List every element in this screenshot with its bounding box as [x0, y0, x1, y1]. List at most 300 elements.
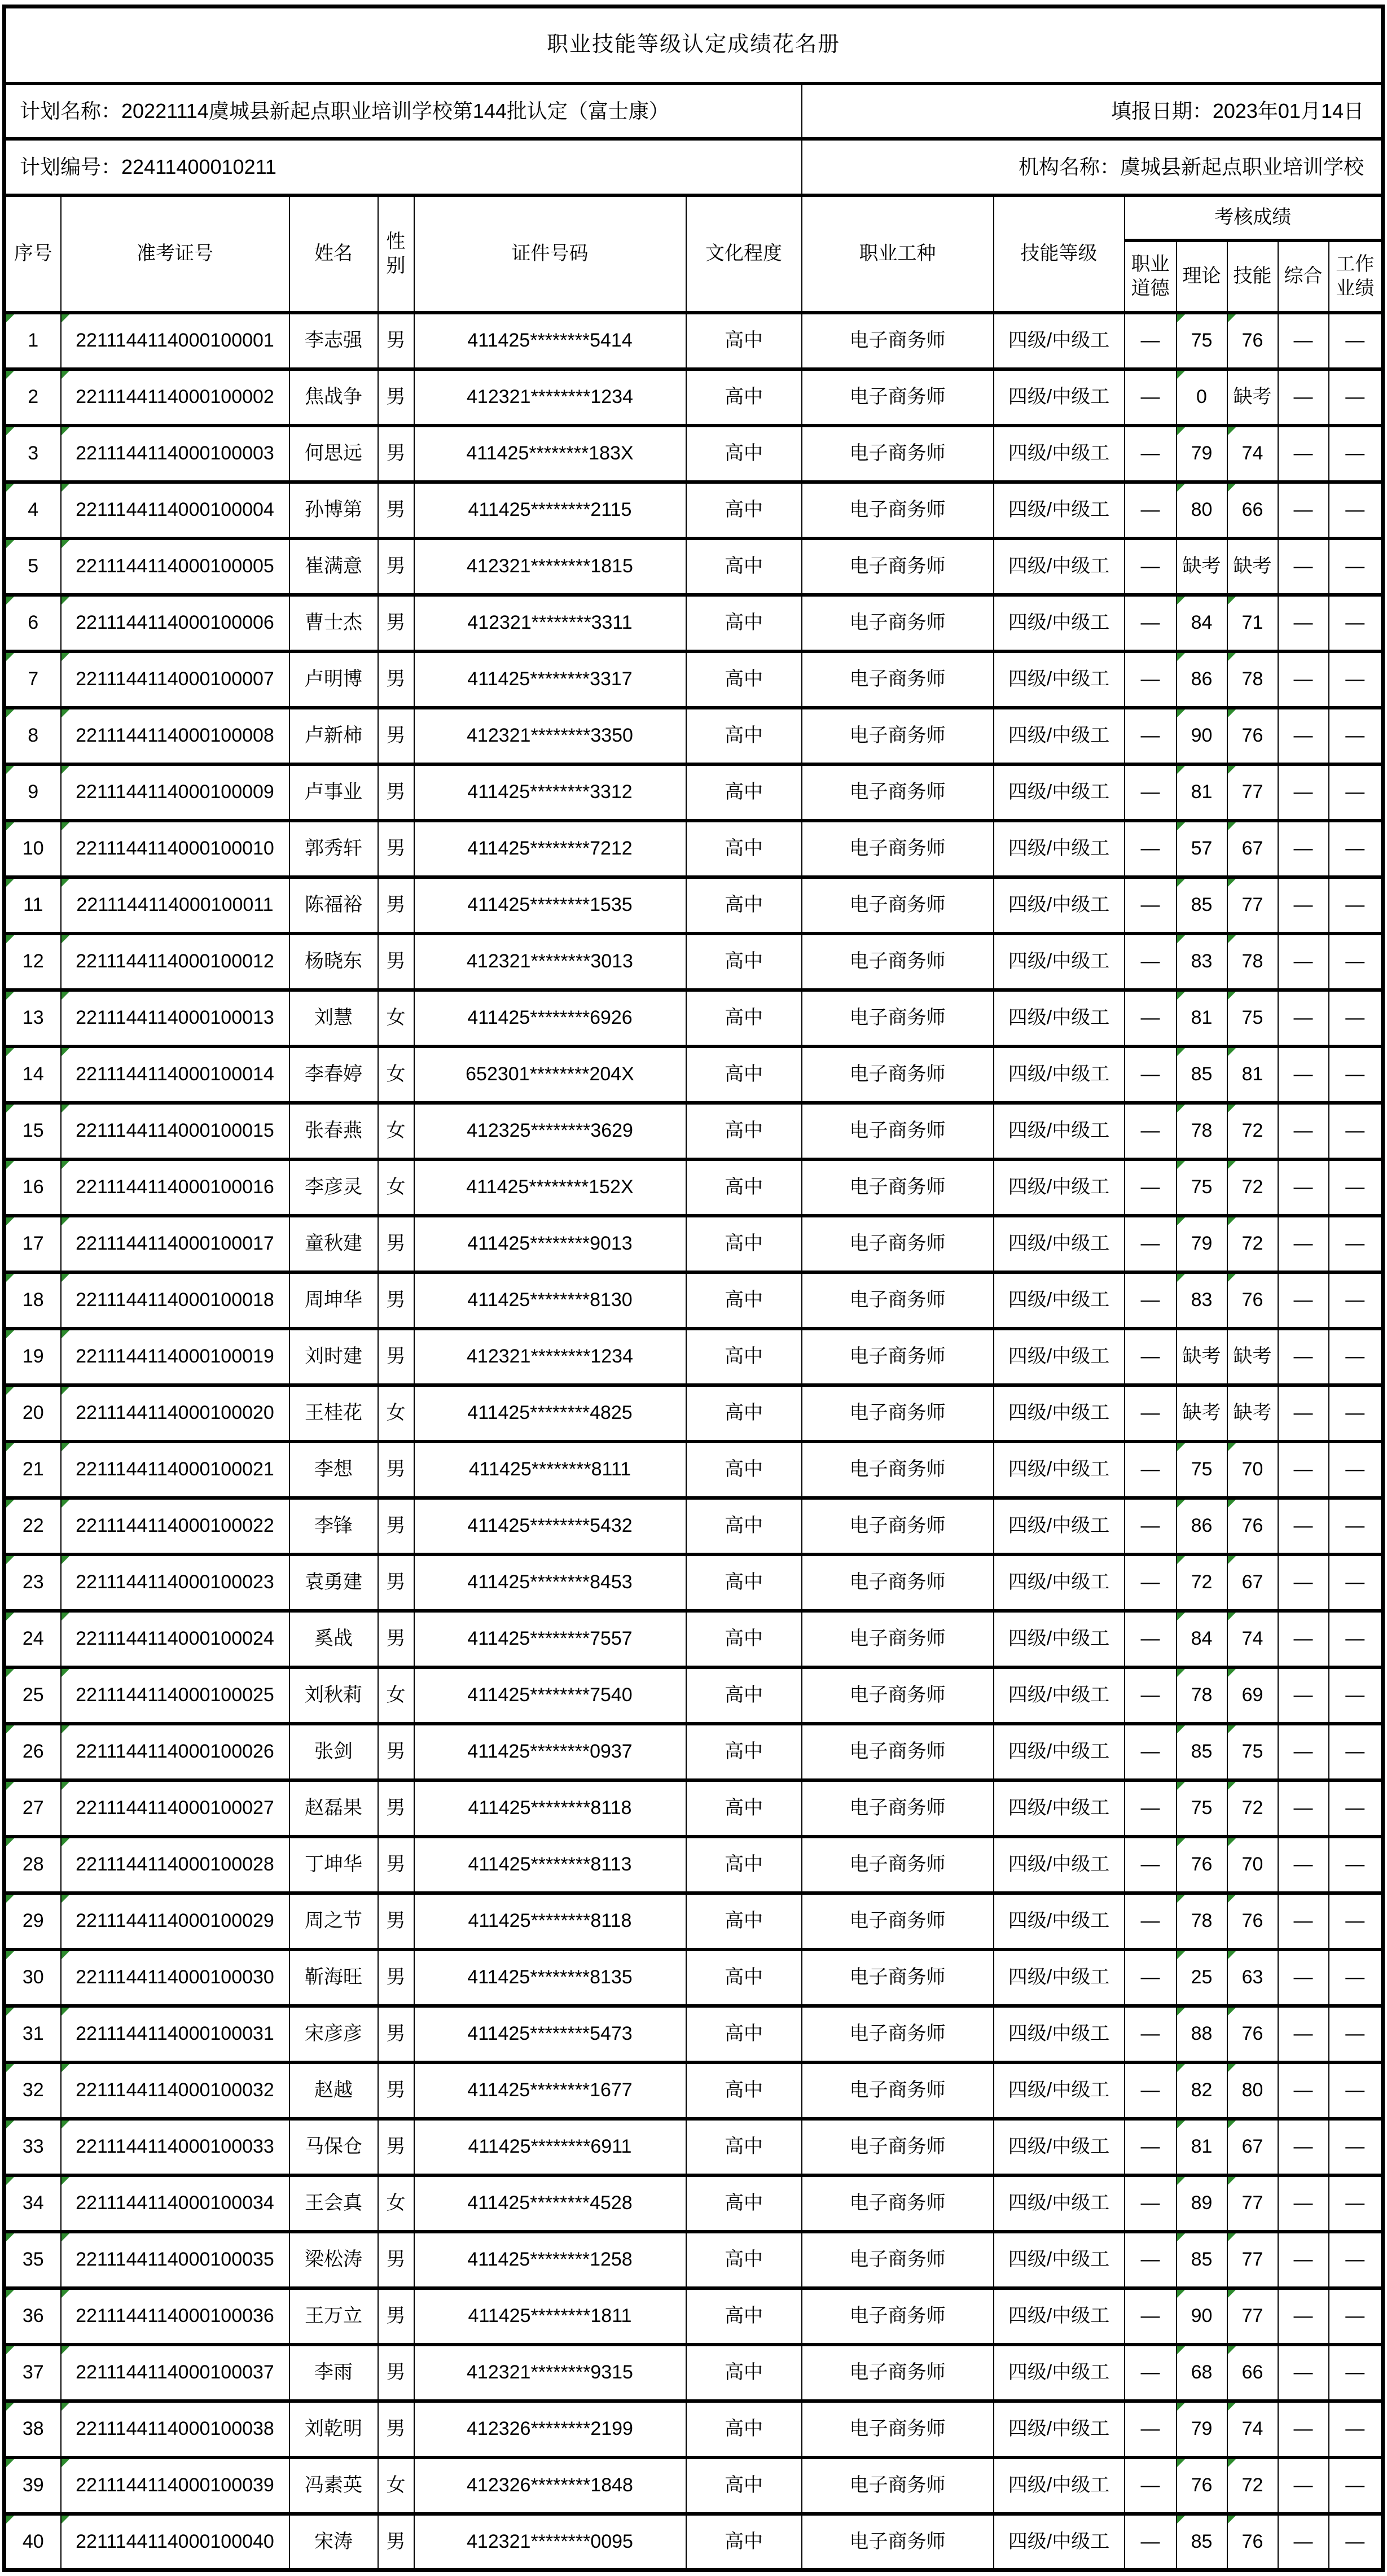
table-row [5, 482, 1383, 538]
cell-gender [378, 708, 414, 764]
cell-work_performance [1329, 2006, 1383, 2062]
cell-occupation [802, 2119, 994, 2175]
cell-id_number [414, 708, 686, 764]
cell-skill [1227, 1046, 1278, 1103]
cell-skill [1227, 538, 1278, 595]
cell-text: 电子商务师 [849, 2192, 946, 2214]
error-indicator-triangle-icon [1228, 2459, 1236, 2467]
cell-text: 赵磊果 [305, 1797, 362, 1819]
error-indicator-triangle-icon [6, 540, 14, 548]
cell-text: 412321********3350 [467, 725, 633, 747]
cell-ticket_no [61, 2401, 289, 2457]
cell-text: 四级/中级工 [1008, 1063, 1110, 1085]
cell-work_performance [1329, 1611, 1383, 1667]
cell-comprehensive [1278, 2062, 1329, 2119]
cell-text: 王会真 [305, 2192, 362, 2214]
cell-text: 孙博第 [305, 499, 362, 521]
cell-name [289, 1498, 378, 1554]
cell-id_number [414, 1442, 686, 1498]
cell-education [686, 1554, 802, 1611]
cell-comprehensive [1278, 1893, 1329, 1949]
cell-text: 411425********1811 [468, 2305, 632, 2327]
cell-text: 电子商务师 [849, 330, 946, 352]
cell-text: 2211144114000100011 [76, 894, 274, 916]
error-indicator-triangle-icon [1228, 1217, 1236, 1225]
cell-text: 电子商务师 [849, 1684, 946, 1706]
table-row [5, 595, 1383, 651]
cell-occupation [802, 1611, 994, 1667]
cell-gender [378, 1893, 414, 1949]
cell-text: 68 [1191, 2362, 1213, 2384]
error-indicator-triangle-icon [6, 2064, 14, 2072]
report-date-text: 填报日期：2023年01月14日 [1111, 99, 1364, 122]
error-indicator-triangle-icon [6, 1217, 14, 1225]
cell-text: — [1293, 668, 1313, 690]
cell-text: 411425********4528 [467, 2192, 633, 2214]
cell-name [289, 2119, 378, 2175]
cell-gender [378, 1216, 414, 1272]
cell-text: 40 [22, 2531, 44, 2552]
cell-skill_level [994, 764, 1125, 821]
cell-text: 411425********9013 [467, 1233, 633, 1255]
cell-text: 57 [1191, 838, 1213, 860]
cell-ticket_no [61, 2232, 289, 2288]
cell-ticket_no [61, 1667, 289, 1724]
cell-text: 何思远 [305, 443, 362, 465]
cell-occupation [802, 764, 994, 821]
roster-head [5, 7, 1383, 313]
cell-theory [1177, 1893, 1227, 1949]
cell-ethics [1125, 595, 1177, 651]
table-row [5, 1103, 1383, 1159]
cell-name [289, 1780, 378, 1837]
cell-text: — [1345, 950, 1365, 972]
cell-text: 77 [1241, 894, 1263, 916]
error-indicator-triangle-icon [1228, 314, 1236, 322]
cell-name [289, 2457, 378, 2514]
cell-skill [1227, 1272, 1278, 1329]
table-row [5, 1724, 1383, 1780]
cell-ethics [1125, 990, 1177, 1046]
cell-text: — [1293, 1346, 1313, 1368]
cell-text: 81 [1191, 1007, 1213, 1029]
error-indicator-triangle-icon [6, 935, 14, 943]
error-indicator-triangle-icon [62, 653, 69, 661]
cell-text: — [1140, 1233, 1160, 1255]
cell-text: — [1345, 894, 1365, 916]
cell-text: 四级/中级工 [1008, 1515, 1110, 1537]
cell-text: 86 [1191, 1515, 1213, 1537]
error-indicator-triangle-icon [1177, 935, 1185, 943]
cell-id_number [414, 1046, 686, 1103]
error-indicator-triangle-icon [1228, 1500, 1236, 1508]
cell-text: 电子商务师 [849, 1966, 946, 1988]
cell-seq [5, 990, 61, 1046]
org-name-text: 机构名称：虞城县新起点职业培训学校 [1018, 155, 1364, 178]
cell-gender [378, 2232, 414, 2288]
cell-text: 电子商务师 [849, 2023, 946, 2045]
error-indicator-triangle-icon [6, 314, 14, 322]
table-row [5, 764, 1383, 821]
table-row [5, 2345, 1383, 2401]
cell-ticket_no [61, 1329, 289, 1385]
cell-text: 411425********5473 [467, 2023, 633, 2045]
cell-id_number [414, 1949, 686, 2006]
error-indicator-triangle-icon [1228, 709, 1236, 717]
error-indicator-triangle-icon [62, 1161, 69, 1169]
cell-comprehensive [1278, 821, 1329, 877]
error-indicator-triangle-icon [1228, 484, 1236, 492]
cell-ticket_no [61, 482, 289, 538]
cell-education [686, 482, 802, 538]
cell-text: 电子商务师 [849, 1063, 946, 1085]
cell-text: 75 [1191, 1797, 1213, 1819]
cell-text: 84 [1191, 612, 1213, 634]
cell-text: 卢事业 [305, 781, 362, 803]
cell-ticket_no [61, 369, 289, 426]
cell-text: 电子商务师 [849, 2079, 946, 2101]
cell-text: 电子商务师 [849, 1741, 946, 1763]
error-indicator-triangle-icon [1177, 1556, 1185, 1564]
cell-comprehensive [1278, 934, 1329, 990]
cell-text: — [1140, 838, 1160, 860]
cell-text: 90 [1191, 725, 1213, 747]
cell-occupation [802, 1272, 994, 1329]
cell-seq [5, 1216, 61, 1272]
cell-text: 女 [386, 2474, 406, 2496]
cell-text: 张剑 [314, 1741, 353, 1763]
cell-text: 37 [22, 2362, 44, 2384]
cell-work_performance [1329, 426, 1383, 482]
cell-text: 2 [28, 386, 39, 408]
cell-ticket_no [61, 877, 289, 934]
cell-text: 19 [22, 1346, 44, 1368]
cell-text: 23 [22, 1571, 44, 1593]
cell-comprehensive [1278, 1329, 1329, 1385]
cell-text: 电子商务师 [849, 2418, 946, 2440]
cell-gender [378, 2006, 414, 2062]
cell-occupation [802, 877, 994, 934]
cell-comprehensive [1278, 2288, 1329, 2345]
cell-work_performance [1329, 595, 1383, 651]
cell-text: 张春燕 [305, 1120, 362, 1142]
cell-text: — [1293, 1063, 1313, 1085]
cell-text: 缺考 [1233, 555, 1272, 577]
error-indicator-triangle-icon [62, 2403, 69, 2411]
cell-text: 78 [1191, 1684, 1213, 1706]
cell-text: — [1345, 781, 1365, 803]
cell-text: — [1345, 2418, 1365, 2440]
cell-skill [1227, 1893, 1278, 1949]
error-indicator-triangle-icon [1228, 1951, 1236, 1959]
error-indicator-triangle-icon [62, 1048, 69, 1056]
cell-text: — [1140, 1684, 1160, 1706]
cell-seq [5, 651, 61, 708]
title-row [5, 7, 1383, 84]
cell-text: 74 [1241, 443, 1263, 465]
cell-gender [378, 2345, 414, 2401]
error-indicator-triangle-icon [6, 1048, 14, 1056]
cell-text: 86 [1191, 668, 1213, 690]
cell-education [686, 877, 802, 934]
cell-skill_level [994, 1159, 1125, 1216]
cell-text: 29 [22, 1910, 44, 1932]
cell-text: 李春婷 [305, 1063, 362, 1085]
cell-text: 赵越 [314, 2079, 353, 2101]
cell-skill_level [994, 426, 1125, 482]
cell-theory [1177, 426, 1227, 482]
cell-text: — [1345, 1910, 1365, 1932]
cell-text: 缺考 [1233, 1346, 1272, 1368]
cell-skill_level [994, 2006, 1125, 2062]
error-indicator-triangle-icon [6, 1105, 14, 1112]
cell-gender [378, 651, 414, 708]
cell-text: 76 [1191, 1854, 1213, 1876]
cell-text: 男 [386, 894, 406, 916]
cell-text: — [1293, 2079, 1313, 2101]
error-indicator-triangle-icon [6, 2121, 14, 2128]
cell-seq [5, 708, 61, 764]
cell-text: 2211144114000100010 [76, 838, 274, 860]
cell-skill [1227, 764, 1278, 821]
cell-theory [1177, 1949, 1227, 2006]
cell-text: 电子商务师 [849, 1007, 946, 1029]
cell-text: — [1140, 1063, 1160, 1085]
cell-text: — [1293, 1289, 1313, 1311]
error-indicator-triangle-icon [6, 597, 14, 604]
cell-text: 高中 [725, 1289, 763, 1311]
cell-skill [1227, 2006, 1278, 2062]
cell-name [289, 482, 378, 538]
cell-ethics [1125, 2006, 1177, 2062]
cell-ticket_no [61, 1949, 289, 2006]
cell-text: 高中 [725, 668, 763, 690]
cell-skill_level [994, 1780, 1125, 1837]
cell-name [289, 1272, 378, 1329]
cell-gender [378, 934, 414, 990]
cell-work_performance [1329, 1724, 1383, 1780]
cell-skill [1227, 1837, 1278, 1893]
cell-text: 2211144114000100032 [76, 2079, 274, 2101]
cell-name [289, 1667, 378, 1724]
cell-ethics [1125, 1780, 1177, 1837]
table-row [5, 1780, 1383, 1837]
cell-text: — [1140, 2079, 1160, 2101]
cell-skill [1227, 482, 1278, 538]
cell-text: — [1293, 1233, 1313, 1255]
cell-text: 76 [1241, 1910, 1263, 1932]
cell-text: — [1345, 2474, 1365, 2496]
error-indicator-triangle-icon [1177, 653, 1185, 661]
cell-theory [1177, 1442, 1227, 1498]
cell-text: 高中 [725, 1402, 763, 1424]
error-indicator-triangle-icon [62, 1105, 69, 1112]
cell-occupation [802, 1442, 994, 1498]
cell-text: 电子商务师 [849, 781, 946, 803]
cell-id_number [414, 1780, 686, 1837]
cell-text: — [1293, 330, 1313, 352]
cell-skill_level [994, 1949, 1125, 2006]
error-indicator-triangle-icon [6, 2516, 14, 2524]
cell-work_performance [1329, 651, 1383, 708]
cell-skill_level [994, 313, 1125, 369]
cell-text: 67 [1241, 2136, 1263, 2158]
cell-text: — [1345, 1007, 1365, 1029]
cell-theory [1177, 2175, 1227, 2232]
cell-ethics [1125, 708, 1177, 764]
error-indicator-triangle-icon [1228, 1895, 1236, 1903]
cell-ticket_no [61, 2457, 289, 2514]
cell-seq [5, 1667, 61, 1724]
cell-text: 缺考 [1182, 1346, 1221, 1368]
cell-text: 411425********7557 [467, 1628, 633, 1650]
cell-ticket_no [61, 1498, 289, 1554]
cell-text: 77 [1241, 2305, 1263, 2327]
cell-skill_level [994, 2062, 1125, 2119]
cell-skill_level [994, 1554, 1125, 1611]
cell-gender [378, 2457, 414, 2514]
cell-occupation [802, 426, 994, 482]
cell-text: 高中 [725, 1628, 763, 1650]
cell-text: 卢新柿 [305, 725, 362, 747]
roster-table [2, 5, 1385, 2572]
cell-comprehensive [1278, 2232, 1329, 2288]
cell-text: — [1345, 668, 1365, 690]
cell-gender [378, 1498, 414, 1554]
cell-text: 412321********1234 [467, 386, 633, 408]
cell-text: 412326********1848 [467, 2474, 633, 2496]
cell-name [289, 1724, 378, 1780]
cell-skill_level [994, 2119, 1125, 2175]
cell-text: 高中 [725, 1176, 763, 1198]
cell-text: — [1345, 1797, 1365, 1819]
cell-ethics [1125, 934, 1177, 990]
cell-text: 2211144114000100012 [76, 950, 274, 972]
error-indicator-triangle-icon [1228, 2008, 1236, 2016]
cell-text: — [1140, 2023, 1160, 2045]
error-indicator-triangle-icon [1177, 2346, 1185, 2354]
cell-text: 36 [22, 2305, 44, 2327]
cell-work_performance [1329, 1159, 1383, 1216]
cell-gender [378, 1385, 414, 1442]
cell-name [289, 1611, 378, 1667]
error-indicator-triangle-icon [6, 1613, 14, 1620]
cell-work_performance [1329, 1667, 1383, 1724]
cell-text: 2211144114000100017 [76, 1233, 274, 1255]
cell-education [686, 1159, 802, 1216]
cell-name [289, 2175, 378, 2232]
cell-id_number [414, 1724, 686, 1780]
cell-comprehensive [1278, 482, 1329, 538]
cell-text: — [1140, 330, 1160, 352]
cell-text: 2211144114000100006 [76, 612, 274, 634]
cell-comprehensive [1278, 2514, 1329, 2570]
cell-education [686, 1103, 802, 1159]
cell-text: — [1140, 2136, 1160, 2158]
cell-occupation [802, 1385, 994, 1442]
cell-text: 高中 [725, 499, 763, 521]
error-indicator-triangle-icon [1177, 992, 1185, 1000]
cell-text: 72 [1241, 1797, 1263, 1819]
error-indicator-triangle-icon [6, 1500, 14, 1508]
cell-skill [1227, 2401, 1278, 2457]
cell-theory [1177, 2062, 1227, 2119]
cell-education [686, 1724, 802, 1780]
cell-gender [378, 2175, 414, 2232]
error-indicator-triangle-icon [1177, 1669, 1185, 1677]
cell-theory [1177, 708, 1227, 764]
cell-education [686, 313, 802, 369]
cell-text: — [1345, 2136, 1365, 2158]
cell-seq [5, 1272, 61, 1329]
cell-comprehensive [1278, 2006, 1329, 2062]
cell-theory [1177, 1780, 1227, 1837]
cell-occupation [802, 1893, 994, 1949]
error-indicator-triangle-icon [1177, 427, 1185, 435]
error-indicator-triangle-icon [6, 1838, 14, 1846]
cell-text: 四级/中级工 [1008, 1854, 1110, 1876]
cell-education [686, 2175, 802, 2232]
error-indicator-triangle-icon [62, 2064, 69, 2072]
error-indicator-triangle-icon [1177, 484, 1185, 492]
cell-name [289, 877, 378, 934]
cell-text: 39 [22, 2474, 44, 2496]
cell-gender [378, 990, 414, 1046]
cell-text: 电子商务师 [849, 386, 946, 408]
cell-ethics [1125, 1667, 1177, 1724]
cell-text: 412321********3311 [467, 612, 633, 634]
cell-education [686, 1949, 802, 2006]
cell-text: 18 [22, 1289, 44, 1311]
cell-ticket_no [61, 538, 289, 595]
cell-text: 20 [22, 1402, 44, 1424]
cell-ethics [1125, 2514, 1177, 2570]
cell-text: 四级/中级工 [1008, 668, 1110, 690]
col-header-id-number: 证件号码 [414, 195, 686, 313]
cell-theory [1177, 1272, 1227, 1329]
cell-text: — [1293, 2023, 1313, 2045]
cell-ethics [1125, 538, 1177, 595]
cell-text: 男 [386, 725, 406, 747]
cell-text: 男 [386, 1289, 406, 1311]
cell-text: — [1345, 1515, 1365, 1537]
error-indicator-triangle-icon [62, 1782, 69, 1790]
cell-ethics [1125, 651, 1177, 708]
cell-text: 411425********1535 [467, 894, 633, 916]
cell-text: 76 [1191, 2474, 1213, 2496]
cell-id_number [414, 651, 686, 708]
cell-id_number [414, 313, 686, 369]
cell-seq [5, 1837, 61, 1893]
cell-work_performance [1329, 2175, 1383, 2232]
cell-skill [1227, 934, 1278, 990]
cell-text: — [1140, 1402, 1160, 1424]
cell-text: 79 [1191, 1233, 1213, 1255]
cell-text: 412321********9315 [467, 2362, 633, 2384]
cell-skill [1227, 1498, 1278, 1554]
cell-text: — [1293, 443, 1313, 465]
cell-text: 411425********7540 [467, 1684, 633, 1706]
cell-text: 25 [22, 1684, 44, 1706]
cell-id_number [414, 990, 686, 1046]
error-indicator-triangle-icon [62, 2177, 69, 2185]
cell-text: 李志强 [305, 330, 362, 352]
cell-text: 电子商务师 [849, 838, 946, 860]
cell-name [289, 2288, 378, 2345]
cell-text: 宋涛 [314, 2531, 353, 2552]
cell-skill [1227, 313, 1278, 369]
cell-text: 2211144114000100024 [76, 1628, 274, 1650]
